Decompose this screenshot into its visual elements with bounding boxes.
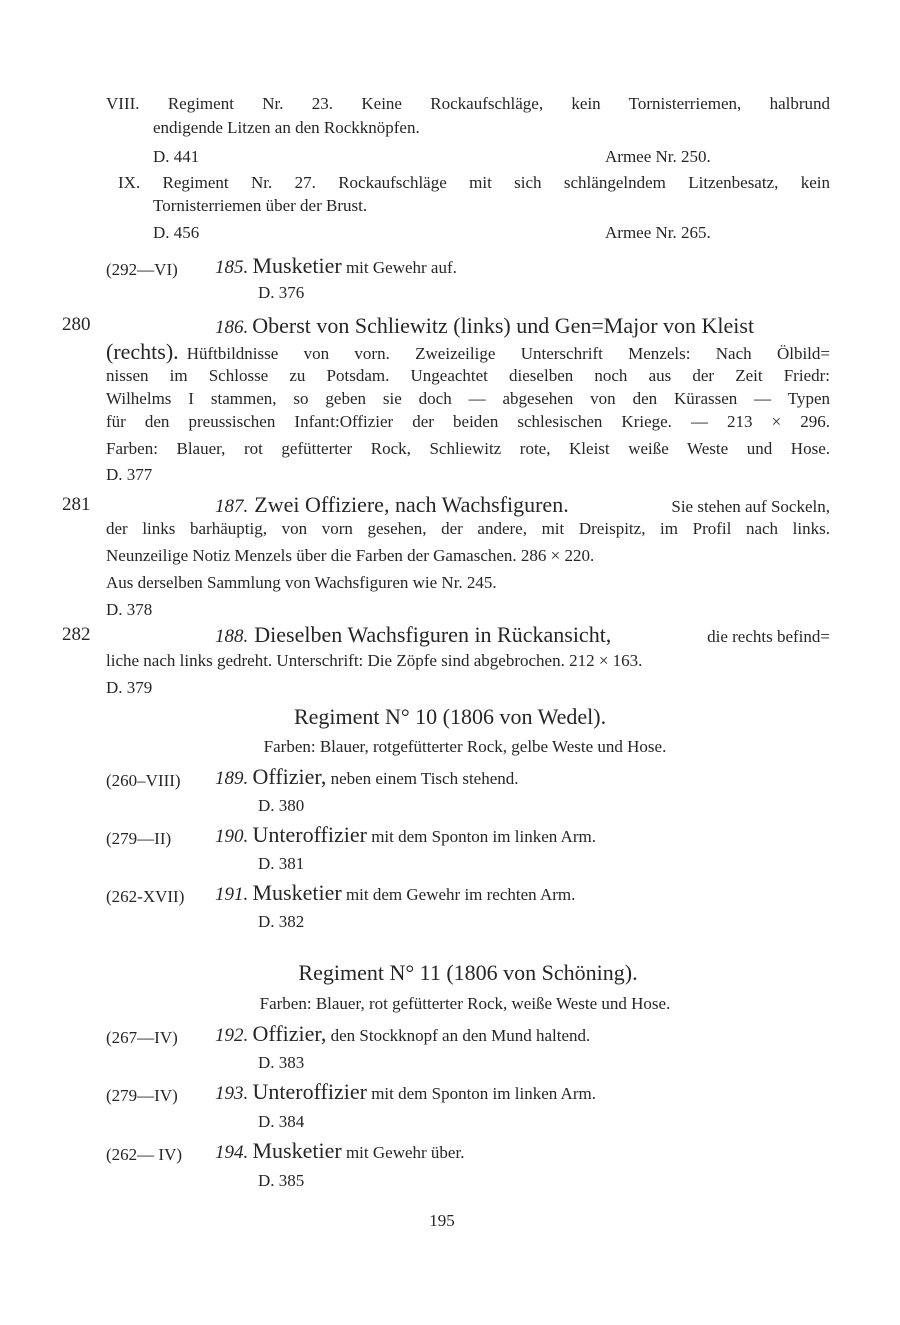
item-185-desc: mit Gewehr auf. <box>341 258 457 277</box>
item-185-ref: (292—VI) <box>106 260 178 279</box>
regiment-11-heading: Regiment N° 11 (1806 von Schöning). <box>298 960 638 985</box>
regiment-27-armee: Armee Nr. 265. <box>605 223 711 242</box>
item-185-title: Musketier <box>252 253 342 278</box>
item-189-title: Offizier, <box>252 764 327 789</box>
item-191-entry <box>215 881 575 906</box>
item-186-colors: Farben: Blauer, rot gefütterter Rock, Schliewitz rote, Kleist weiße Weste und Hose. <box>106 439 830 458</box>
item-185-entry <box>215 254 457 279</box>
margin-number-281: 281 <box>62 494 91 515</box>
item-188-title: Dieselben Wachsfiguren in Rückansicht, <box>254 622 612 647</box>
margin-number-280: 280 <box>62 314 91 335</box>
item-191-title: Musketier <box>252 880 342 905</box>
item-191-number: 191. <box>215 884 249 905</box>
regiment-23-line1: VIII. Regiment Nr. 23. Keine Rockaufschläge, kein Tornisterriemen, halbrund <box>106 94 830 113</box>
item-188-dnum: D. 379 <box>106 678 153 697</box>
regiment-23-line2: endigende Litzen an den Rockknöpfen. <box>153 118 420 137</box>
regiment-10-heading: Regiment N° 10 (1806 von Wedel). <box>293 704 607 729</box>
item-186-line2 <box>106 340 830 365</box>
item-194-title: Musketier <box>252 1138 342 1163</box>
item-185-dnum: D. 376 <box>258 283 305 302</box>
item-187-line1-rest: Sie stehen auf Sockeln, <box>671 497 830 516</box>
item-190-number: 190. <box>215 826 249 847</box>
item-187-number: 187. <box>215 496 249 517</box>
item-193-desc: mit dem Sponton im linken Arm. <box>366 1084 596 1103</box>
item-188-line1-rest: die rechts befind= <box>707 627 830 646</box>
item-186-title-cont: (rechts). <box>106 339 179 364</box>
item-187-line1 <box>215 492 830 518</box>
regiment-10-colors: Farben: Blauer, rotgefütterter Rock, gelbe Weste und Hose. <box>263 737 667 756</box>
item-192-entry <box>215 1022 590 1047</box>
item-192-title: Offizier, <box>252 1021 327 1046</box>
item-191-desc: mit dem Gewehr im rechten Arm. <box>341 885 576 904</box>
item-185-number: 185. <box>215 257 249 278</box>
item-192-number: 192. <box>215 1025 249 1046</box>
item-190-entry <box>215 823 596 848</box>
regiment-11-colors: Farben: Blauer, rot gefütterter Rock, weiße Weste und Hose. <box>259 994 671 1013</box>
item-187-dnum: D. 378 <box>106 600 153 619</box>
regiment-27-line1: IX. Regiment Nr. 27. Rockaufschläge mit sich schlängelndem Litzenbesatz, kein <box>118 173 830 192</box>
item-189-entry <box>215 765 519 790</box>
item-189-number: 189. <box>215 768 249 789</box>
item-189-dnum: D. 380 <box>258 796 305 815</box>
item-194-entry <box>215 1139 464 1164</box>
item-194-desc: mit Gewehr über. <box>341 1143 465 1162</box>
regiment-27-line2: Tornisterriemen über der Brust. <box>153 196 368 215</box>
item-191-ref: (262-XVII) <box>106 887 185 906</box>
regiment-23-armee: Armee Nr. 250. <box>605 147 711 166</box>
item-190-ref: (279—II) <box>106 829 172 848</box>
item-188-line1 <box>215 622 830 648</box>
item-193-number: 193. <box>215 1083 249 1104</box>
item-190-dnum: D. 381 <box>258 854 305 873</box>
item-186-title-line <box>215 313 754 339</box>
margin-number-282: 282 <box>62 624 91 645</box>
item-189-ref: (260–VIII) <box>106 771 181 790</box>
item-186-number: 186. <box>215 317 249 338</box>
item-187-line3: Neunzeilige Notiz Menzels über die Farben der Gamaschen. 286 × 220. <box>106 546 595 565</box>
item-191-dnum: D. 382 <box>258 912 305 931</box>
item-186-line5: für den preussischen Infant:Offizier der beiden schlesischen Kriege. — 213 × 296. <box>106 412 830 431</box>
item-186-dnum: D. 377 <box>106 465 153 484</box>
item-190-desc: mit dem Sponton im linken Arm. <box>366 827 596 846</box>
item-187-line2: der links barhäuptig, von vorn gesehen, der andere, mit Dreispitz, im Profil nach links. <box>106 519 830 538</box>
regiment-27-dnum: D. 456 <box>153 223 200 242</box>
item-187-title: Zwei Offiziere, nach Wachsfiguren. <box>254 492 569 517</box>
item-188-line2: liche nach links gedreht. Unterschrift: Die Zöpfe sind abgebrochen. 212 × 163. <box>106 651 643 670</box>
item-194-ref: (262— IV) <box>106 1145 183 1164</box>
item-186-line4: Wilhelms I stammen, so geben sie doch — abgesehen von den Kürassen — Typen <box>106 389 830 408</box>
item-187-line4: Aus derselben Sammlung von Wachsfiguren wie Nr. 245. <box>106 573 497 592</box>
item-193-entry <box>215 1080 596 1105</box>
item-188-number: 188. <box>215 626 249 647</box>
item-186-title: Oberst von Schliewitz (links) und Gen=Major von Kleist <box>252 313 755 338</box>
item-189-desc: neben einem Tisch stehend. <box>326 769 519 788</box>
page-number: 195 <box>429 1211 455 1230</box>
item-193-dnum: D. 384 <box>258 1112 305 1131</box>
item-193-ref: (279—IV) <box>106 1086 178 1105</box>
item-192-desc: den Stockknopf an den Mund haltend. <box>326 1026 591 1045</box>
item-193-title: Unteroffizier <box>252 1079 367 1104</box>
item-190-title: Unteroffizier <box>252 822 367 847</box>
item-192-dnum: D. 383 <box>258 1053 305 1072</box>
regiment-23-dnum: D. 441 <box>153 147 200 166</box>
item-194-number: 194. <box>215 1142 249 1163</box>
item-194-dnum: D. 385 <box>258 1171 305 1190</box>
item-186-line3: nissen im Schlosse zu Potsdam. Ungeachtet dieselben noch aus der Zeit Friedr: <box>106 366 830 385</box>
item-186-line2-rest: Hüftbildnisse von vorn. Zweizeilige Unterschrift Menzels: Nach Ölbild= <box>186 344 830 363</box>
item-192-ref: (267—IV) <box>106 1028 178 1047</box>
